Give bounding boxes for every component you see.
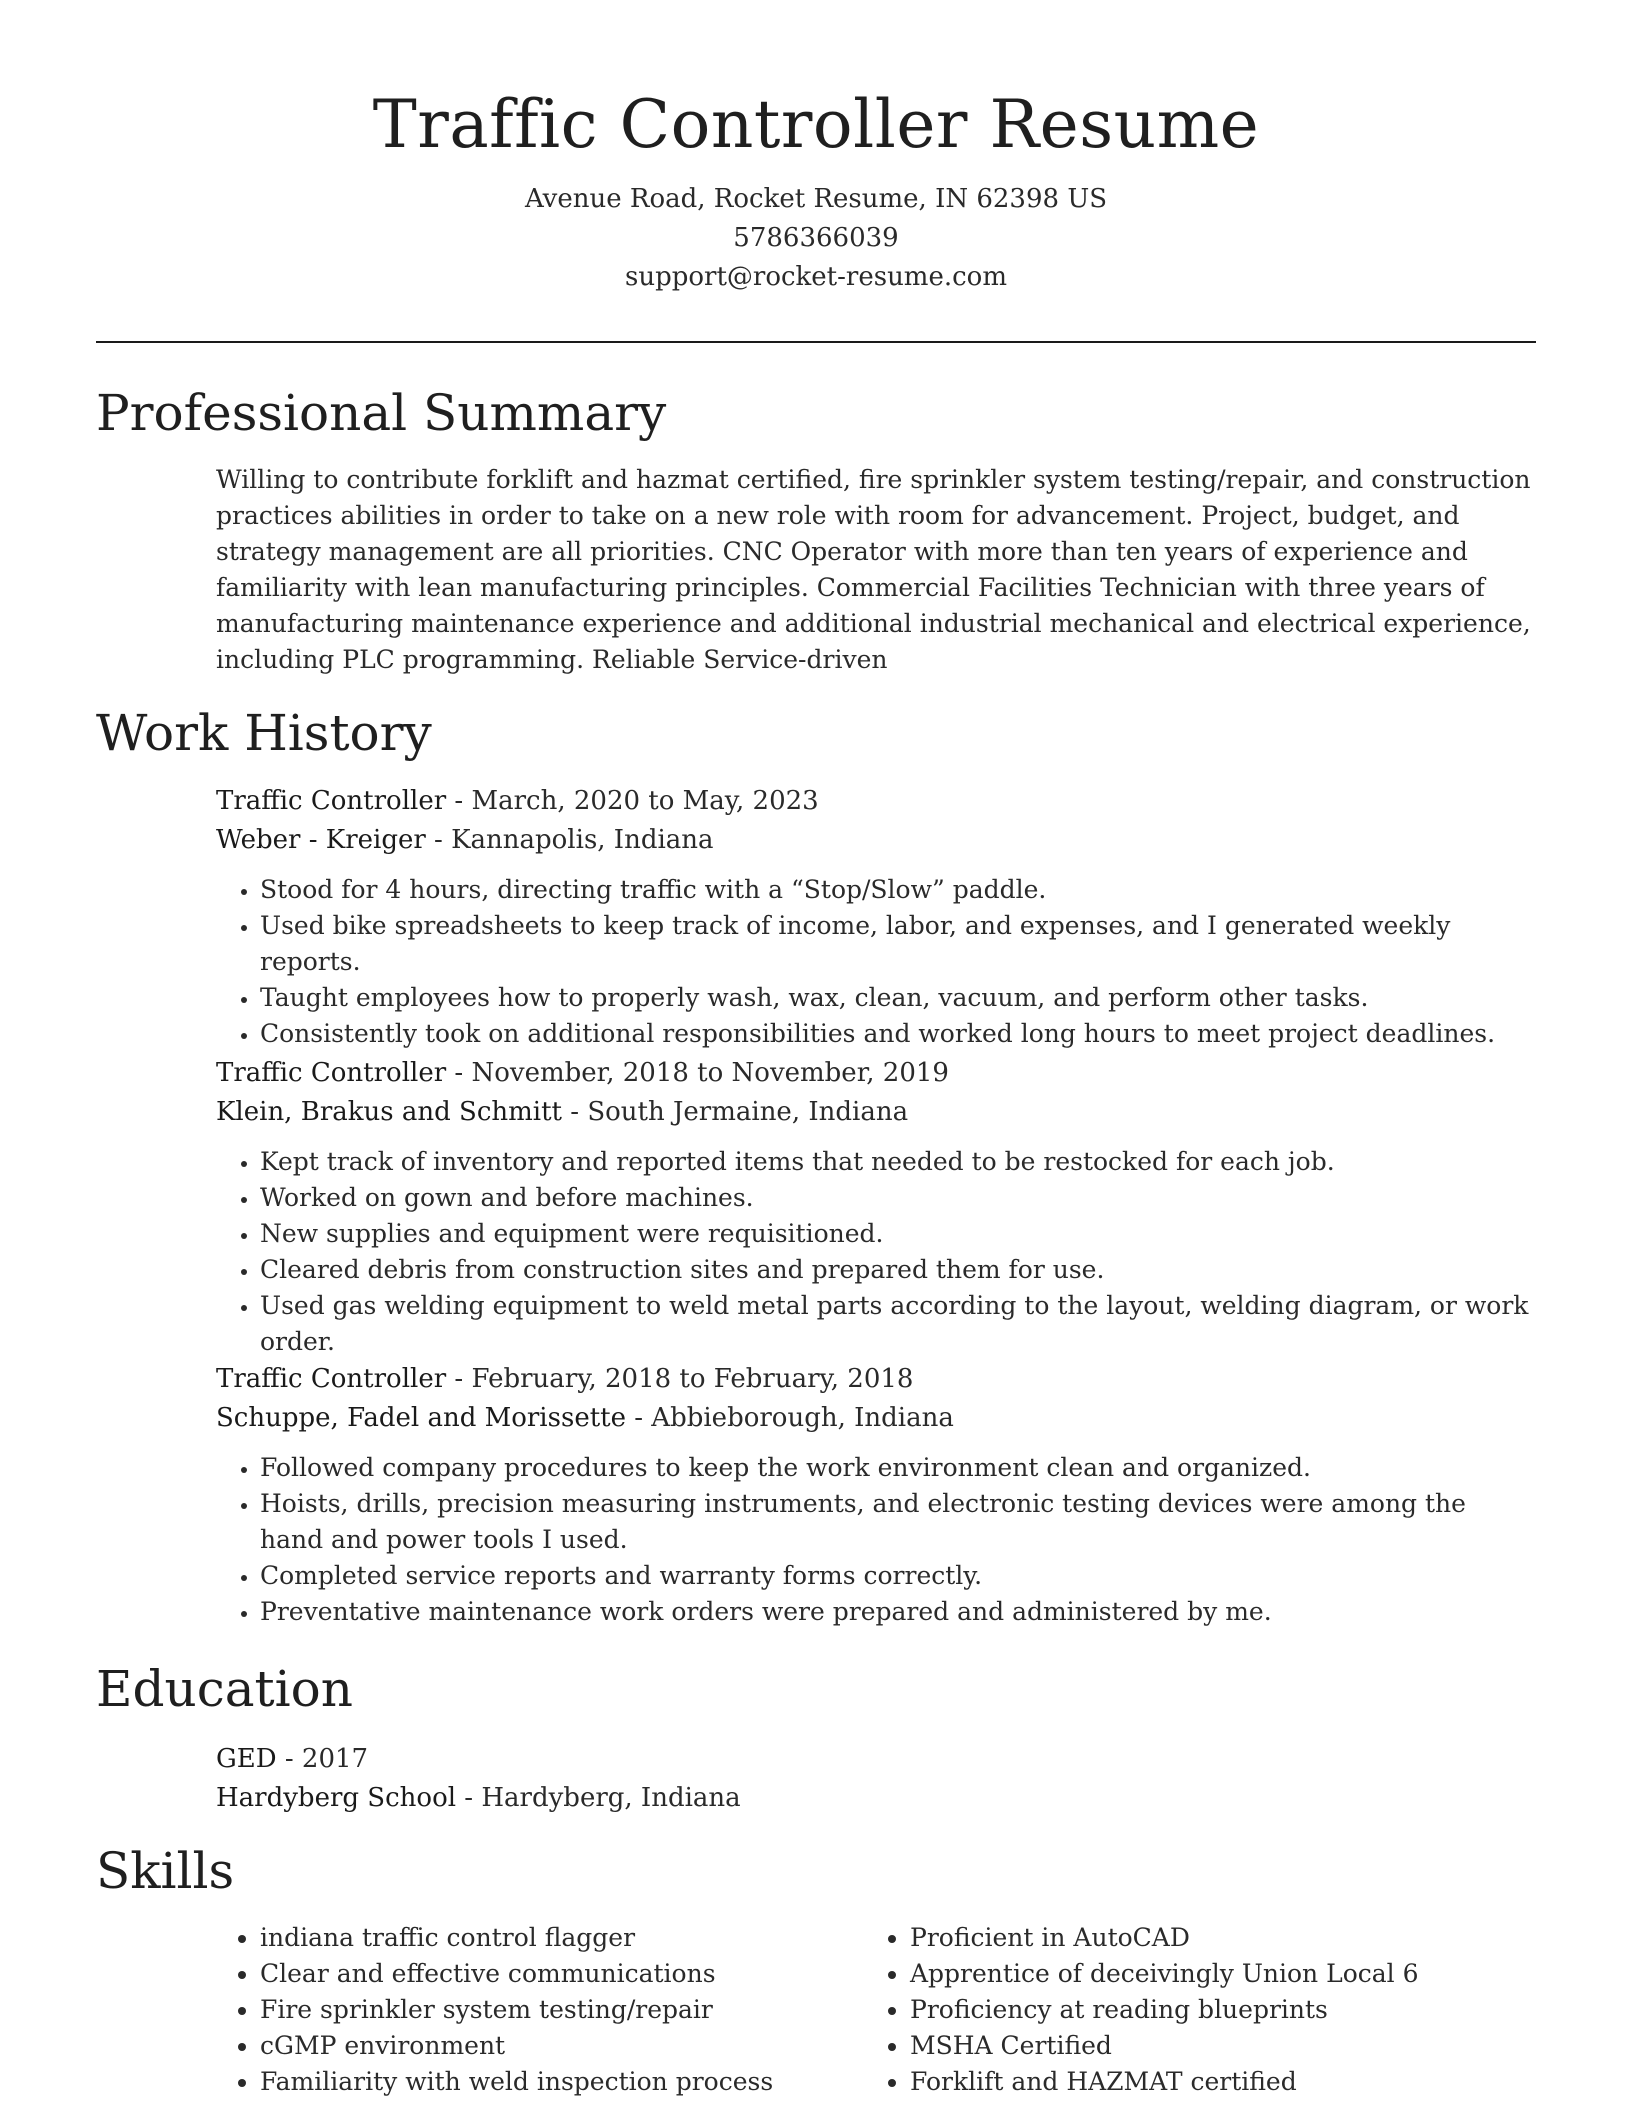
job-company: Klein, Brakus and Schmitt bbox=[216, 1097, 562, 1127]
skill-item: • Fire sprinkler system testing/repair bbox=[260, 1992, 866, 2028]
job-company-line bbox=[216, 821, 1536, 860]
skill-item: • Apprentice of deceivingly Union Local 6 bbox=[910, 1956, 1516, 1992]
summary-heading: Professional Summary bbox=[96, 384, 667, 442]
job-duties bbox=[216, 872, 1536, 1052]
school-line bbox=[216, 1779, 1536, 1818]
education-heading: Education bbox=[96, 1660, 353, 1718]
school-name: Hardyberg School bbox=[216, 1783, 457, 1813]
skill-item: • Clear and effective communications bbox=[260, 1956, 866, 1992]
job-duty: • New supplies and equipment were requisitioned. bbox=[260, 1216, 1536, 1252]
job-dates: - November, 2018 to November, 2019 bbox=[446, 1058, 949, 1088]
job-duty: • Cleared debris from construction sites and prepared them for use. bbox=[260, 1252, 1536, 1288]
skills-column-left bbox=[216, 1920, 866, 2100]
job-duties bbox=[216, 1450, 1536, 1630]
skill-item: • Familiarity with weld inspection process bbox=[260, 2064, 866, 2100]
header-divider bbox=[96, 341, 1536, 343]
contact-address: Avenue Road, Rocket Resume, IN 62398 US bbox=[524, 184, 1108, 214]
job-location: - Abbieborough, Indiana bbox=[625, 1403, 954, 1433]
job-duty: • Completed service reports and warranty forms correctly. bbox=[260, 1558, 1536, 1594]
job-duty: • Taught employees how to properly wash, wax, clean, vacuum, and perform other tasks. bbox=[260, 980, 1536, 1016]
job-duty: • Consistently took on additional responsibilities and worked long hours to meet project deadlines. bbox=[260, 1016, 1536, 1052]
graduation-year: - 2017 bbox=[276, 1744, 369, 1774]
skill-item: • Forklift and HAZMAT certified bbox=[910, 2064, 1516, 2100]
job-title-line bbox=[216, 1360, 1536, 1399]
summary-section bbox=[216, 462, 1536, 678]
degree: GED bbox=[216, 1744, 277, 1774]
job-duties bbox=[216, 1144, 1536, 1360]
job-duty: • Used bike spreadsheets to keep track of income, labor, and expenses, and I generated weekly reports. bbox=[260, 908, 1536, 980]
contact-phone: 5786366039 bbox=[733, 223, 899, 253]
job-title-line bbox=[216, 1054, 1536, 1093]
work-history-heading: Work History bbox=[96, 704, 432, 762]
skill-item: • cGMP environment bbox=[260, 2028, 866, 2064]
job-company-line bbox=[216, 1399, 1536, 1438]
job-title: Traffic Controller bbox=[216, 1058, 447, 1088]
education-entry bbox=[216, 1740, 1536, 1818]
job-duty: • Hoists, drills, precision measuring instruments, and electronic testing devices were among the hand and power tools I used. bbox=[260, 1486, 1536, 1558]
contact-email: support@rocket-resume.com bbox=[624, 262, 1007, 292]
job-duty: • Stood for 4 hours, directing traffic with a “Stop/Slow” paddle. bbox=[260, 872, 1536, 908]
contact-info bbox=[96, 180, 1536, 297]
job-duty: • Used gas welding equipment to weld metal parts according to the layout, welding diagram, or work order. bbox=[260, 1288, 1536, 1360]
job-title-line bbox=[216, 782, 1536, 821]
job-entry bbox=[216, 782, 1536, 1052]
skill-item: • Proficient in AutoCAD bbox=[910, 1920, 1516, 1956]
skills-column-right bbox=[866, 1920, 1516, 2100]
job-location: - South Jermaine, Indiana bbox=[562, 1097, 909, 1127]
job-duty: • Preventative maintenance work orders were prepared and administered by me. bbox=[260, 1594, 1536, 1630]
job-duty: • Followed company procedures to keep the work environment clean and organized. bbox=[260, 1450, 1536, 1486]
degree-line bbox=[216, 1740, 1536, 1779]
job-duty: • Kept track of inventory and reported items that needed to be restocked for each job. bbox=[260, 1144, 1536, 1180]
job-location: - Kannapolis, Indiana bbox=[425, 825, 714, 855]
skills-heading: Skills bbox=[96, 1842, 235, 1900]
job-dates: - February, 2018 to February, 2018 bbox=[446, 1364, 914, 1394]
school-location: - Hardyberg, Indiana bbox=[456, 1783, 741, 1813]
skill-item: • Proficiency at reading blueprints bbox=[910, 1992, 1516, 2028]
resume-header bbox=[96, 80, 1536, 297]
job-company-line bbox=[216, 1093, 1536, 1132]
job-company: Schuppe, Fadel and Morissette bbox=[216, 1403, 626, 1433]
job-title: Traffic Controller bbox=[216, 1364, 447, 1394]
job-entry bbox=[216, 1054, 1536, 1360]
job-duty: • Worked on gown and before machines. bbox=[260, 1180, 1536, 1216]
skills-list bbox=[216, 1920, 1536, 2100]
job-company: Weber - Kreiger bbox=[216, 825, 426, 855]
job-title: Traffic Controller bbox=[216, 786, 447, 816]
skill-item: • indiana traffic control flagger bbox=[260, 1920, 866, 1956]
job-entry bbox=[216, 1360, 1536, 1630]
job-dates: - March, 2020 to May, 2023 bbox=[446, 786, 819, 816]
resume-title: Traffic Controller Resume bbox=[372, 86, 1260, 163]
summary-text: Willing to contribute forklift and hazmat certified, fire sprinkler system testing/repair, and construction practices abilities in order to take on a new role with room for advancement. Project, budget, and strategy management are all priorities. CNC Operator with more than ten years of experience and familiarity with lean manufacturing principles. Commercial Facilities Technician with three years of manufacturing maintenance experience and additional industrial mechanical and electrical experience, including PLC programming. Reliable Service-driven bbox=[216, 465, 1531, 674]
skill-item: • MSHA Certified bbox=[910, 2028, 1516, 2064]
